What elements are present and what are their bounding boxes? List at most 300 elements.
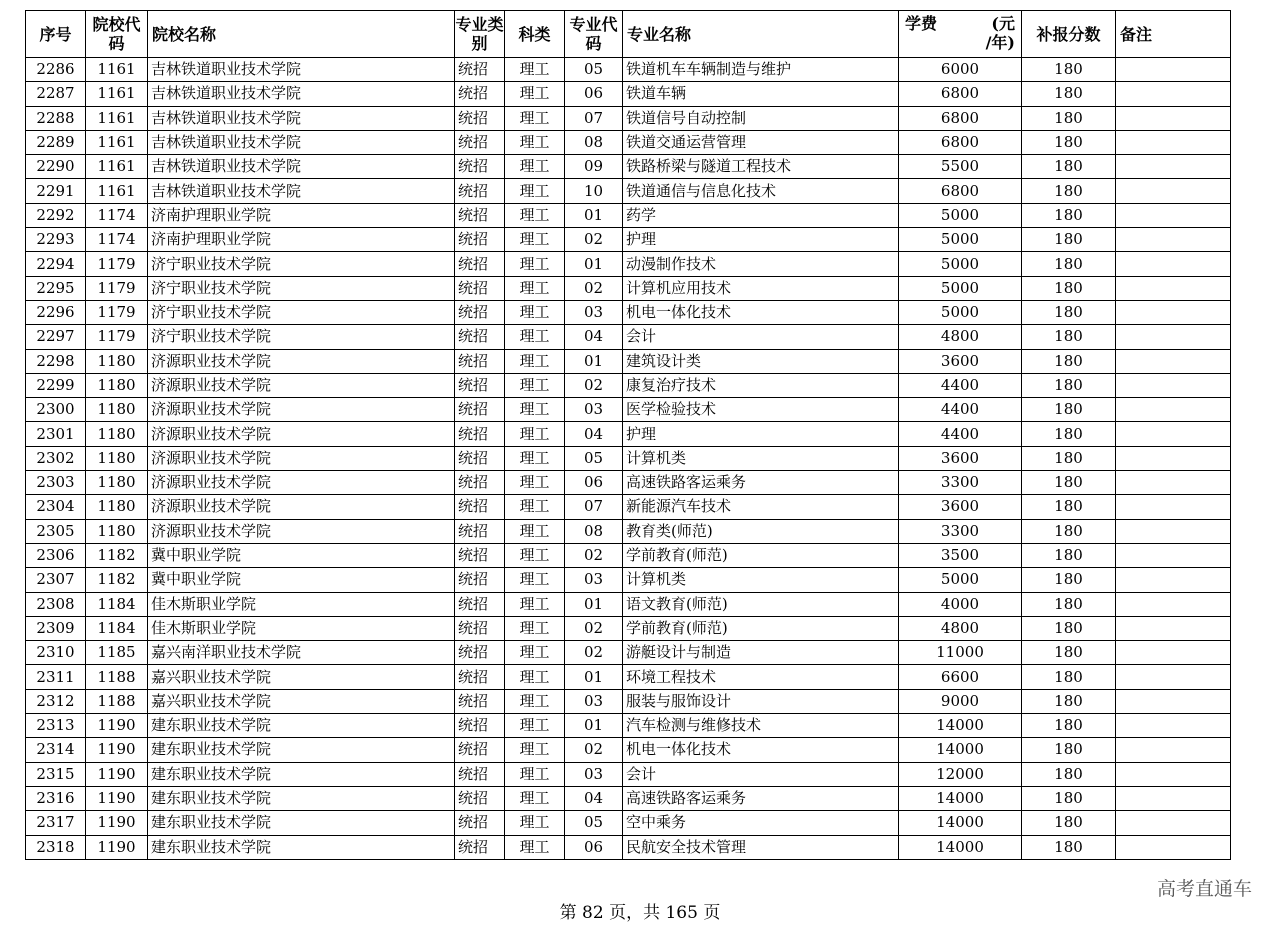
cell-tuition: 11000	[899, 641, 1022, 665]
cell-tuition: 3600	[899, 446, 1022, 470]
cell-major-code: 08	[565, 519, 623, 543]
cell-score: 180	[1022, 252, 1116, 276]
cell-seq: 2288	[26, 106, 86, 130]
cell-category: 统招	[455, 422, 505, 446]
cell-school-code: 1182	[86, 543, 148, 567]
cell-note	[1116, 811, 1231, 835]
cell-score: 180	[1022, 179, 1116, 203]
cell-major-name: 铁道通信与信息化技术	[623, 179, 899, 203]
cell-major-name: 会计	[623, 325, 899, 349]
cell-tuition: 5000	[899, 276, 1022, 300]
cell-school-name: 建东职业技术学院	[148, 811, 455, 835]
cell-subject: 理工	[505, 82, 565, 106]
table-row	[26, 811, 1231, 835]
cell-category: 统招	[455, 543, 505, 567]
cell-note	[1116, 786, 1231, 810]
cell-school-code: 1190	[86, 738, 148, 762]
cell-category: 统招	[455, 349, 505, 373]
cell-score: 180	[1022, 689, 1116, 713]
cell-tuition: 3500	[899, 543, 1022, 567]
table-row	[26, 276, 1231, 300]
cell-school-code: 1161	[86, 82, 148, 106]
cell-note	[1116, 446, 1231, 470]
cell-major-code: 01	[565, 714, 623, 738]
cell-category: 统招	[455, 228, 505, 252]
cell-major-name: 环境工程技术	[623, 665, 899, 689]
cell-major-code: 01	[565, 665, 623, 689]
cell-score: 180	[1022, 349, 1116, 373]
cell-tuition: 4800	[899, 325, 1022, 349]
cell-subject: 理工	[505, 228, 565, 252]
cell-school-code: 1180	[86, 349, 148, 373]
cell-score: 180	[1022, 82, 1116, 106]
cell-school-name: 佳木斯职业学院	[148, 592, 455, 616]
cell-major-code: 01	[565, 203, 623, 227]
cell-subject: 理工	[505, 276, 565, 300]
cell-major-code: 04	[565, 325, 623, 349]
cell-tuition: 3300	[899, 471, 1022, 495]
cell-seq: 2315	[26, 762, 86, 786]
table-row	[26, 714, 1231, 738]
cell-tuition: 14000	[899, 835, 1022, 859]
cell-school-code: 1161	[86, 179, 148, 203]
cell-major-code: 01	[565, 252, 623, 276]
cell-major-code: 01	[565, 592, 623, 616]
cell-school-code: 1161	[86, 58, 148, 82]
cell-school-name: 嘉兴职业技术学院	[148, 665, 455, 689]
cell-seq: 2296	[26, 300, 86, 324]
cell-subject: 理工	[505, 616, 565, 640]
cell-tuition: 4800	[899, 616, 1022, 640]
cell-major-code: 05	[565, 58, 623, 82]
cell-subject: 理工	[505, 568, 565, 592]
header-major-code: 专业代码	[565, 11, 623, 58]
cell-subject: 理工	[505, 130, 565, 154]
cell-seq: 2286	[26, 58, 86, 82]
cell-seq: 2313	[26, 714, 86, 738]
table-row	[26, 398, 1231, 422]
cell-category: 统招	[455, 568, 505, 592]
header-subject: 科类	[505, 11, 565, 58]
header-school-name: 院校名称	[148, 11, 455, 58]
cell-category: 统招	[455, 811, 505, 835]
table-row	[26, 495, 1231, 519]
cell-score: 180	[1022, 228, 1116, 252]
cell-major-name: 医学检验技术	[623, 398, 899, 422]
cell-score: 180	[1022, 203, 1116, 227]
cell-school-name: 建东职业技术学院	[148, 714, 455, 738]
cell-subject: 理工	[505, 471, 565, 495]
cell-major-code: 03	[565, 762, 623, 786]
cell-note	[1116, 592, 1231, 616]
cell-school-code: 1161	[86, 155, 148, 179]
cell-major-name: 高速铁路客运乘务	[623, 786, 899, 810]
table-row	[26, 155, 1231, 179]
cell-school-name: 吉林铁道职业技术学院	[148, 106, 455, 130]
cell-seq: 2304	[26, 495, 86, 519]
cell-tuition: 6600	[899, 665, 1022, 689]
cell-major-code: 05	[565, 446, 623, 470]
table-row	[26, 252, 1231, 276]
cell-school-name: 济源职业技术学院	[148, 373, 455, 397]
header-seq: 序号	[26, 11, 86, 58]
cell-seq: 2289	[26, 130, 86, 154]
table-body	[26, 58, 1231, 860]
cell-school-name: 冀中职业学院	[148, 543, 455, 567]
cell-category: 统招	[455, 665, 505, 689]
cell-category: 统招	[455, 835, 505, 859]
cell-school-name: 吉林铁道职业技术学院	[148, 155, 455, 179]
cell-school-code: 1180	[86, 519, 148, 543]
cell-note	[1116, 714, 1231, 738]
cell-school-code: 1174	[86, 203, 148, 227]
table-row	[26, 373, 1231, 397]
cell-major-name: 动漫制作技术	[623, 252, 899, 276]
cell-major-code: 04	[565, 422, 623, 446]
cell-note	[1116, 762, 1231, 786]
cell-score: 180	[1022, 471, 1116, 495]
cell-school-code: 1190	[86, 835, 148, 859]
table-row	[26, 58, 1231, 82]
cell-category: 统招	[455, 276, 505, 300]
cell-school-name: 济源职业技术学院	[148, 495, 455, 519]
cell-category: 统招	[455, 495, 505, 519]
cell-score: 180	[1022, 422, 1116, 446]
cell-category: 统招	[455, 738, 505, 762]
cell-note	[1116, 58, 1231, 82]
cell-school-code: 1180	[86, 471, 148, 495]
cell-note	[1116, 349, 1231, 373]
cell-tuition: 4400	[899, 398, 1022, 422]
cell-tuition: 5500	[899, 155, 1022, 179]
cell-note	[1116, 82, 1231, 106]
cell-note	[1116, 641, 1231, 665]
cell-major-name: 游艇设计与制造	[623, 641, 899, 665]
cell-major-name: 计算机类	[623, 568, 899, 592]
cell-seq: 2294	[26, 252, 86, 276]
table-row	[26, 325, 1231, 349]
cell-major-name: 语文教育(师范)	[623, 592, 899, 616]
cell-school-name: 济南护理职业学院	[148, 203, 455, 227]
cell-school-name: 吉林铁道职业技术学院	[148, 130, 455, 154]
cell-tuition: 5000	[899, 203, 1022, 227]
cell-category: 统招	[455, 471, 505, 495]
cell-major-name: 铁道信号自动控制	[623, 106, 899, 130]
cell-score: 180	[1022, 665, 1116, 689]
cell-school-code: 1185	[86, 641, 148, 665]
cell-subject: 理工	[505, 446, 565, 470]
cell-subject: 理工	[505, 203, 565, 227]
header-category: 专业类别	[455, 11, 505, 58]
admission-table	[25, 10, 1231, 860]
cell-major-code: 02	[565, 228, 623, 252]
cell-school-name: 济源职业技术学院	[148, 398, 455, 422]
cell-seq: 2297	[26, 325, 86, 349]
header-row	[26, 11, 1231, 58]
cell-school-code: 1180	[86, 373, 148, 397]
cell-seq: 2305	[26, 519, 86, 543]
table-row	[26, 422, 1231, 446]
cell-score: 180	[1022, 641, 1116, 665]
cell-subject: 理工	[505, 349, 565, 373]
cell-major-code: 06	[565, 471, 623, 495]
table-row	[26, 130, 1231, 154]
header-tuition-label: 学费	[905, 14, 938, 33]
cell-score: 180	[1022, 155, 1116, 179]
page-footer: 第 82 页，共 165 页	[559, 903, 721, 923]
cell-score: 180	[1022, 714, 1116, 738]
cell-school-code: 1188	[86, 665, 148, 689]
cell-major-name: 机电一体化技术	[623, 300, 899, 324]
watermark: 高考直通车	[1156, 878, 1252, 900]
cell-major-name: 铁路桥梁与隧道工程技术	[623, 155, 899, 179]
cell-seq: 2307	[26, 568, 86, 592]
cell-major-code: 03	[565, 568, 623, 592]
cell-subject: 理工	[505, 325, 565, 349]
cell-school-name: 济源职业技术学院	[148, 446, 455, 470]
cell-score: 180	[1022, 325, 1116, 349]
cell-category: 统招	[455, 446, 505, 470]
cell-seq: 2292	[26, 203, 86, 227]
cell-major-code: 01	[565, 349, 623, 373]
cell-tuition: 6800	[899, 82, 1022, 106]
cell-subject: 理工	[505, 300, 565, 324]
cell-major-name: 建筑设计类	[623, 349, 899, 373]
cell-subject: 理工	[505, 738, 565, 762]
cell-major-code: 02	[565, 373, 623, 397]
cell-school-code: 1161	[86, 106, 148, 130]
cell-score: 180	[1022, 786, 1116, 810]
cell-note	[1116, 519, 1231, 543]
cell-major-name: 铁道车辆	[623, 82, 899, 106]
cell-major-name: 计算机应用技术	[623, 276, 899, 300]
cell-school-code: 1161	[86, 130, 148, 154]
table-row	[26, 689, 1231, 713]
cell-school-name: 吉林铁道职业技术学院	[148, 179, 455, 203]
cell-school-code: 1188	[86, 689, 148, 713]
cell-seq: 2317	[26, 811, 86, 835]
cell-subject: 理工	[505, 155, 565, 179]
cell-score: 180	[1022, 592, 1116, 616]
cell-note	[1116, 106, 1231, 130]
cell-score: 180	[1022, 58, 1116, 82]
cell-major-code: 07	[565, 495, 623, 519]
cell-major-name: 铁道交通运营管理	[623, 130, 899, 154]
cell-major-code: 05	[565, 811, 623, 835]
header-school-code: 院校代码	[86, 11, 148, 58]
cell-major-name: 服装与服饰设计	[623, 689, 899, 713]
cell-tuition: 9000	[899, 689, 1022, 713]
cell-subject: 理工	[505, 689, 565, 713]
cell-seq: 2299	[26, 373, 86, 397]
cell-subject: 理工	[505, 714, 565, 738]
cell-school-code: 1179	[86, 300, 148, 324]
table-row	[26, 641, 1231, 665]
header-note: 备注	[1116, 11, 1231, 58]
cell-note	[1116, 543, 1231, 567]
cell-subject: 理工	[505, 106, 565, 130]
table-row	[26, 835, 1231, 859]
cell-seq: 2310	[26, 641, 86, 665]
table-row	[26, 106, 1231, 130]
cell-school-code: 1182	[86, 568, 148, 592]
cell-school-code: 1179	[86, 252, 148, 276]
cell-score: 180	[1022, 130, 1116, 154]
cell-note	[1116, 276, 1231, 300]
cell-seq: 2314	[26, 738, 86, 762]
cell-score: 180	[1022, 811, 1116, 835]
cell-subject: 理工	[505, 811, 565, 835]
cell-major-name: 计算机类	[623, 446, 899, 470]
cell-category: 统招	[455, 82, 505, 106]
cell-seq: 2298	[26, 349, 86, 373]
cell-school-name: 济源职业技术学院	[148, 471, 455, 495]
cell-note	[1116, 179, 1231, 203]
cell-seq: 2300	[26, 398, 86, 422]
cell-major-name: 铁道机车车辆制造与维护	[623, 58, 899, 82]
cell-note	[1116, 738, 1231, 762]
cell-major-name: 会计	[623, 762, 899, 786]
cell-note	[1116, 835, 1231, 859]
cell-category: 统招	[455, 398, 505, 422]
table-row	[26, 592, 1231, 616]
cell-note	[1116, 495, 1231, 519]
cell-score: 180	[1022, 762, 1116, 786]
cell-school-code: 1180	[86, 398, 148, 422]
cell-major-name: 新能源汽车技术	[623, 495, 899, 519]
cell-major-code: 07	[565, 106, 623, 130]
cell-category: 统招	[455, 641, 505, 665]
cell-tuition: 4000	[899, 592, 1022, 616]
cell-category: 统招	[455, 592, 505, 616]
cell-major-code: 09	[565, 155, 623, 179]
cell-major-name: 学前教育(师范)	[623, 543, 899, 567]
cell-category: 统招	[455, 616, 505, 640]
cell-subject: 理工	[505, 398, 565, 422]
cell-tuition: 14000	[899, 811, 1022, 835]
cell-note	[1116, 373, 1231, 397]
cell-score: 180	[1022, 616, 1116, 640]
table-row	[26, 762, 1231, 786]
cell-seq: 2311	[26, 665, 86, 689]
cell-major-name: 药学	[623, 203, 899, 227]
cell-tuition: 5000	[899, 300, 1022, 324]
cell-category: 统招	[455, 786, 505, 810]
cell-school-code: 1184	[86, 592, 148, 616]
cell-major-code: 04	[565, 786, 623, 810]
cell-category: 统招	[455, 373, 505, 397]
cell-subject: 理工	[505, 592, 565, 616]
cell-subject: 理工	[505, 762, 565, 786]
cell-major-name: 康复治疗技术	[623, 373, 899, 397]
cell-subject: 理工	[505, 58, 565, 82]
cell-major-code: 06	[565, 82, 623, 106]
cell-category: 统招	[455, 252, 505, 276]
cell-subject: 理工	[505, 422, 565, 446]
cell-school-code: 1184	[86, 616, 148, 640]
cell-major-name: 高速铁路客运乘务	[623, 471, 899, 495]
cell-school-name: 佳木斯职业学院	[148, 616, 455, 640]
cell-seq: 2293	[26, 228, 86, 252]
table-row	[26, 179, 1231, 203]
cell-note	[1116, 665, 1231, 689]
cell-note	[1116, 616, 1231, 640]
cell-major-code: 02	[565, 616, 623, 640]
cell-score: 180	[1022, 373, 1116, 397]
cell-school-code: 1179	[86, 325, 148, 349]
cell-note	[1116, 325, 1231, 349]
cell-category: 统招	[455, 325, 505, 349]
cell-school-code: 1180	[86, 495, 148, 519]
cell-school-code: 1190	[86, 786, 148, 810]
cell-subject: 理工	[505, 495, 565, 519]
cell-subject: 理工	[505, 519, 565, 543]
cell-subject: 理工	[505, 641, 565, 665]
cell-school-name: 济源职业技术学院	[148, 422, 455, 446]
cell-major-code: 02	[565, 276, 623, 300]
cell-score: 180	[1022, 568, 1116, 592]
cell-note	[1116, 203, 1231, 227]
cell-subject: 理工	[505, 179, 565, 203]
cell-school-name: 冀中职业学院	[148, 568, 455, 592]
cell-category: 统招	[455, 155, 505, 179]
cell-seq: 2312	[26, 689, 86, 713]
cell-tuition: 12000	[899, 762, 1022, 786]
cell-seq: 2287	[26, 82, 86, 106]
table-row	[26, 665, 1231, 689]
cell-major-name: 机电一体化技术	[623, 738, 899, 762]
cell-school-name: 嘉兴南洋职业技术学院	[148, 641, 455, 665]
cell-tuition: 6000	[899, 58, 1022, 82]
cell-school-name: 济宁职业技术学院	[148, 252, 455, 276]
cell-category: 统招	[455, 300, 505, 324]
table-row	[26, 82, 1231, 106]
cell-major-code: 03	[565, 300, 623, 324]
cell-school-name: 建东职业技术学院	[148, 786, 455, 810]
cell-school-code: 1190	[86, 762, 148, 786]
cell-category: 统招	[455, 203, 505, 227]
cell-score: 180	[1022, 300, 1116, 324]
cell-school-code: 1190	[86, 811, 148, 835]
cell-school-name: 吉林铁道职业技术学院	[148, 82, 455, 106]
header-tuition	[899, 11, 1022, 58]
cell-score: 180	[1022, 543, 1116, 567]
cell-major-code: 03	[565, 398, 623, 422]
cell-school-code: 1180	[86, 446, 148, 470]
cell-tuition: 5000	[899, 568, 1022, 592]
cell-note	[1116, 689, 1231, 713]
cell-subject: 理工	[505, 786, 565, 810]
header-tuition-unit-a: (元	[991, 14, 1015, 33]
cell-school-code: 1174	[86, 228, 148, 252]
cell-major-name: 民航安全技术管理	[623, 835, 899, 859]
table-row	[26, 228, 1231, 252]
cell-major-name: 护理	[623, 422, 899, 446]
cell-school-name: 济源职业技术学院	[148, 519, 455, 543]
cell-school-name: 建东职业技术学院	[148, 762, 455, 786]
table-row	[26, 786, 1231, 810]
cell-tuition: 14000	[899, 738, 1022, 762]
cell-note	[1116, 155, 1231, 179]
cell-tuition: 3300	[899, 519, 1022, 543]
cell-category: 统招	[455, 58, 505, 82]
cell-note	[1116, 130, 1231, 154]
cell-tuition: 6800	[899, 179, 1022, 203]
cell-tuition: 6800	[899, 130, 1022, 154]
table-row	[26, 519, 1231, 543]
cell-school-code: 1179	[86, 276, 148, 300]
cell-seq: 2301	[26, 422, 86, 446]
